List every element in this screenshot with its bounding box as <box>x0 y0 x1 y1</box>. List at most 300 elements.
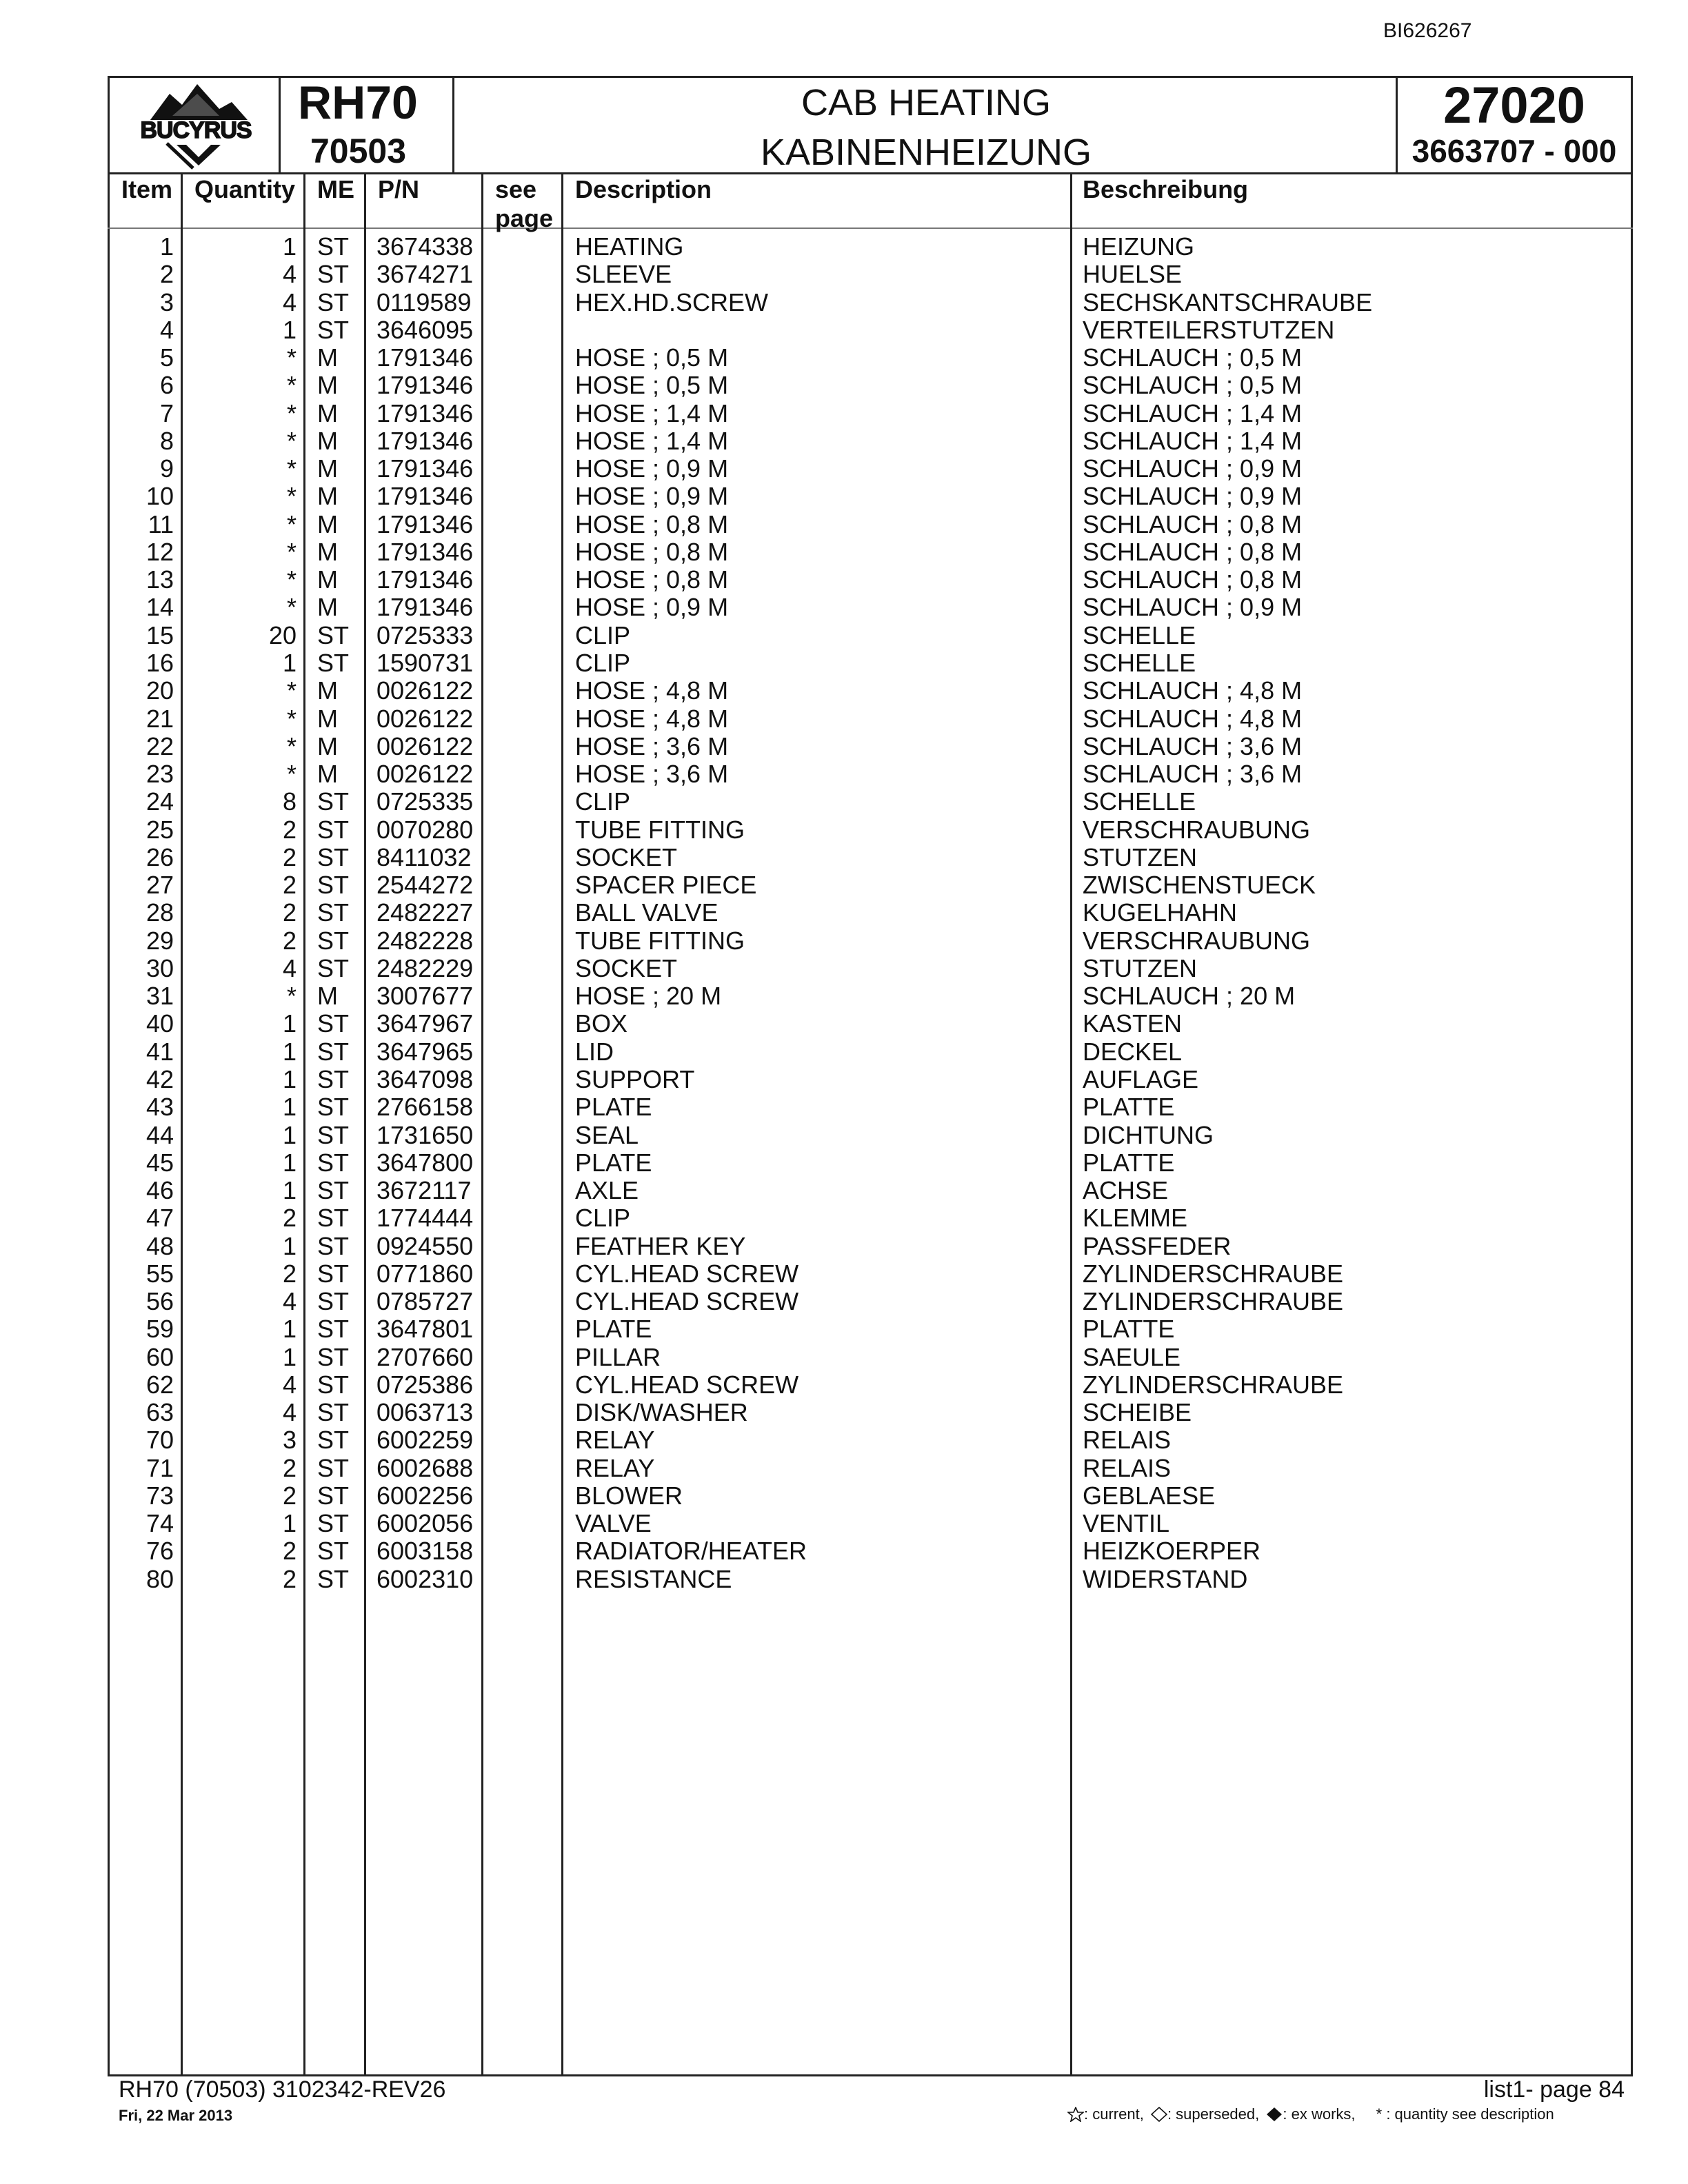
cell-description: RELAY <box>575 1426 655 1455</box>
cell-description: CYL.HEAD SCREW <box>575 1259 799 1288</box>
cell-quantity: 1 <box>282 1509 297 1538</box>
cell-unit: ST <box>317 1509 350 1538</box>
cell-item-number: 47 <box>145 1204 174 1233</box>
cell-description: HOSE ; 0,9 M <box>575 593 729 622</box>
cell-beschreibung: SCHLAUCH ; 1,4 M <box>1083 426 1303 455</box>
footer-date: Fri, 22 Mar 2013 <box>119 2107 233 2124</box>
parts-table-body <box>0 233 1688 1593</box>
cell-beschreibung: SCHEIBE <box>1083 1398 1192 1427</box>
cell-part-number: 1791346 <box>376 454 474 483</box>
cell-unit: ST <box>317 926 350 955</box>
cell-unit: M <box>317 537 338 566</box>
cell-beschreibung: SCHLAUCH ; 20 M <box>1083 982 1296 1011</box>
document-id: BI626267 <box>1383 19 1472 42</box>
cell-description: BLOWER <box>575 1481 683 1510</box>
cell-part-number: 6002256 <box>376 1481 474 1510</box>
table-row <box>0 677 1688 705</box>
cell-part-number: 0119589 <box>376 287 472 316</box>
cell-part-number: 3674338 <box>376 232 474 261</box>
cell-beschreibung: SCHELLE <box>1083 620 1196 649</box>
cell-part-number: 0026122 <box>376 731 474 760</box>
cell-beschreibung: SCHELLE <box>1083 648 1196 677</box>
cell-unit: M <box>317 371 338 400</box>
table-row <box>0 1010 1688 1038</box>
table-row <box>0 344 1688 372</box>
table-row <box>0 1204 1688 1232</box>
legend-superseded-label: : superseded, <box>1167 2105 1260 2123</box>
cell-quantity: 2 <box>282 898 297 927</box>
cell-unit: M <box>317 398 338 427</box>
cell-description: VALVE <box>575 1509 652 1538</box>
cell-quantity: 20 <box>268 620 297 649</box>
cell-item-number: 12 <box>145 537 174 566</box>
cell-quantity: 2 <box>282 1204 297 1233</box>
cell-description: PLATE <box>575 1093 652 1122</box>
col-header-beschreibung: Beschreibung <box>1083 175 1249 203</box>
cell-description: HOSE ; 0,5 M <box>575 343 729 372</box>
cell-item-number: 62 <box>145 1370 174 1399</box>
cell-unit: M <box>317 454 338 483</box>
cell-unit: ST <box>317 953 350 982</box>
legend-exworks-label: : ex works, <box>1283 2105 1356 2123</box>
cell-quantity: * <box>286 454 297 483</box>
table-row <box>0 982 1688 1010</box>
cell-unit: ST <box>317 1204 350 1233</box>
cell-quantity: * <box>286 426 297 455</box>
cell-quantity: 2 <box>282 1453 297 1482</box>
cell-unit: M <box>317 731 338 760</box>
cell-quantity: 1 <box>282 1231 297 1260</box>
cell-item-number: 4 <box>159 315 174 344</box>
table-row <box>0 1288 1688 1315</box>
table-row <box>0 566 1688 594</box>
cell-beschreibung: PLATTE <box>1083 1148 1175 1177</box>
cell-description: PLATE <box>575 1148 652 1177</box>
cell-item-number: 70 <box>145 1426 174 1455</box>
cell-unit: ST <box>317 1481 350 1510</box>
table-row <box>0 233 1688 261</box>
cell-item-number: 6 <box>159 371 174 400</box>
cell-beschreibung: SCHLAUCH ; 0,8 M <box>1083 509 1303 538</box>
legend-quantity-label: * : quantity see description <box>1376 2105 1554 2123</box>
cell-beschreibung: SCHLAUCH ; 4,8 M <box>1083 704 1303 733</box>
cell-quantity: 1 <box>282 1009 297 1038</box>
cell-unit: ST <box>317 1009 350 1038</box>
table-row <box>0 1260 1688 1288</box>
cell-description: HOSE ; 3,6 M <box>575 760 729 789</box>
cell-part-number: 3647098 <box>376 1064 474 1093</box>
cell-quantity: 1 <box>282 1148 297 1177</box>
cell-part-number: 0785727 <box>376 1287 474 1316</box>
cell-description: HOSE ; 0,9 M <box>575 454 729 483</box>
cell-item-number: 11 <box>148 509 174 538</box>
cell-unit: M <box>317 704 338 733</box>
cell-part-number: 3647800 <box>376 1148 474 1177</box>
cell-unit: M <box>317 482 338 511</box>
cell-item-number: 30 <box>145 953 174 982</box>
cell-beschreibung: STUTZEN <box>1083 842 1197 871</box>
cell-quantity: * <box>286 676 297 705</box>
model-name: RH70 <box>298 77 418 129</box>
table-row <box>0 1233 1688 1260</box>
col-header-quantity: Quantity <box>194 175 296 203</box>
cell-beschreibung: VERTEILERSTUTZEN <box>1083 315 1335 344</box>
cell-item-number: 43 <box>145 1093 174 1122</box>
cell-description: HOSE ; 0,8 M <box>575 509 729 538</box>
cell-quantity: 4 <box>282 260 297 289</box>
cell-unit: M <box>317 982 338 1011</box>
table-row <box>0 622 1688 649</box>
col-header-pn: P/N <box>378 175 420 203</box>
col-header-item: Item <box>121 175 173 203</box>
cell-unit: ST <box>317 1537 350 1566</box>
cell-description: RESISTANCE <box>575 1564 732 1593</box>
table-row <box>0 788 1688 816</box>
cell-unit: ST <box>317 1120 350 1149</box>
cell-part-number: 2766158 <box>376 1093 474 1122</box>
cell-beschreibung: VERSCHRAUBUNG <box>1083 926 1311 955</box>
cell-item-number: 1 <box>159 232 174 261</box>
cell-beschreibung: SCHLAUCH ; 0,5 M <box>1083 343 1303 372</box>
cell-beschreibung: SCHLAUCH ; 0,9 M <box>1083 482 1303 511</box>
cell-unit: M <box>317 343 338 372</box>
cell-item-number: 14 <box>145 593 174 622</box>
cell-quantity: 3 <box>282 1426 297 1455</box>
cell-unit: M <box>317 760 338 789</box>
cell-quantity: * <box>286 482 297 511</box>
table-row <box>0 372 1688 399</box>
table-row <box>0 1344 1688 1371</box>
cell-description: SLEEVE <box>575 260 672 289</box>
cell-item-number: 7 <box>159 398 174 427</box>
cell-description: CYL.HEAD SCREW <box>575 1287 799 1316</box>
cell-item-number: 63 <box>145 1398 174 1427</box>
cell-part-number: 0026122 <box>376 760 474 789</box>
cell-description: CLIP <box>575 648 631 677</box>
cell-quantity: 1 <box>282 1342 297 1371</box>
cell-beschreibung: SCHLAUCH ; 0,5 M <box>1083 371 1303 400</box>
table-row <box>0 1149 1688 1177</box>
cell-description: SUPPORT <box>575 1064 695 1093</box>
cell-unit: ST <box>317 1453 350 1482</box>
cell-description: HEX.HD.SCREW <box>575 287 769 316</box>
table-row <box>0 649 1688 677</box>
cell-part-number: 1774444 <box>376 1204 474 1233</box>
cell-item-number: 31 <box>145 982 174 1011</box>
cell-quantity: 4 <box>282 1287 297 1316</box>
cell-unit: ST <box>317 1037 350 1066</box>
cell-unit: ST <box>317 260 350 289</box>
cell-part-number: 0771860 <box>376 1259 474 1288</box>
cell-unit: ST <box>317 287 350 316</box>
cell-beschreibung: ZYLINDERSCHRAUBE <box>1083 1370 1344 1399</box>
col-header-page: page <box>495 204 554 232</box>
cell-item-number: 3 <box>159 287 174 316</box>
cell-description: HOSE ; 0,8 M <box>575 537 729 566</box>
cell-description: SOCKET <box>575 842 678 871</box>
cell-unit: ST <box>317 620 350 649</box>
cell-quantity: 2 <box>282 926 297 955</box>
cell-quantity: 1 <box>282 1037 297 1066</box>
cell-unit: ST <box>317 1064 350 1093</box>
cell-quantity: * <box>286 760 297 789</box>
cell-unit: ST <box>317 232 350 261</box>
cell-unit: ST <box>317 898 350 927</box>
cell-quantity: * <box>286 731 297 760</box>
cell-beschreibung: WIDERSTAND <box>1083 1564 1248 1593</box>
cell-quantity: 1 <box>282 1315 297 1344</box>
legend-current-label: : current, <box>1084 2105 1144 2123</box>
cell-part-number: 0026122 <box>376 704 474 733</box>
table-row <box>0 511 1688 538</box>
cell-beschreibung: RELAIS <box>1083 1426 1172 1455</box>
table-row <box>0 289 1688 316</box>
cell-beschreibung: ZYLINDERSCHRAUBE <box>1083 1259 1344 1288</box>
cell-unit: ST <box>317 1342 350 1371</box>
cell-beschreibung: RELAIS <box>1083 1453 1172 1482</box>
table-row <box>0 1455 1688 1482</box>
cell-item-number: 23 <box>145 760 174 789</box>
cell-part-number: 6002688 <box>376 1453 474 1482</box>
cell-description: FEATHER KEY <box>575 1231 746 1260</box>
cell-part-number: 0725333 <box>376 620 474 649</box>
table-row <box>0 844 1688 871</box>
cell-item-number: 42 <box>145 1064 174 1093</box>
cell-part-number: 6002310 <box>376 1564 474 1593</box>
cell-beschreibung: SCHLAUCH ; 0,8 M <box>1083 565 1303 594</box>
cell-beschreibung: VENTIL <box>1083 1509 1170 1538</box>
cell-beschreibung: VERSCHRAUBUNG <box>1083 815 1311 844</box>
cell-description: BOX <box>575 1009 628 1038</box>
cell-beschreibung: SCHLAUCH ; 0,8 M <box>1083 537 1303 566</box>
col-header-me: ME <box>317 175 354 203</box>
cell-item-number: 45 <box>145 1148 174 1177</box>
cell-item-number: 22 <box>145 731 174 760</box>
header-divider-2 <box>452 76 454 174</box>
document-number: 3663707 - 000 <box>1411 133 1617 169</box>
cell-beschreibung: DICHTUNG <box>1083 1120 1214 1149</box>
cell-item-number: 5 <box>159 343 174 372</box>
cell-quantity: * <box>286 704 297 733</box>
cell-unit: ST <box>317 1148 350 1177</box>
cell-item-number: 24 <box>145 787 174 816</box>
table-row <box>0 1038 1688 1066</box>
cell-item-number: 8 <box>159 426 174 455</box>
table-row <box>0 1510 1688 1537</box>
cell-unit: ST <box>317 1426 350 1455</box>
cell-beschreibung: KUGELHAHN <box>1083 898 1238 927</box>
cell-quantity: * <box>286 537 297 566</box>
cell-part-number: 0725335 <box>376 787 474 816</box>
cell-quantity: 2 <box>282 1259 297 1288</box>
table-row <box>0 483 1688 510</box>
table-row <box>0 899 1688 927</box>
diamond-outline-icon <box>1151 2107 1167 2122</box>
cell-description: HOSE ; 1,4 M <box>575 398 729 427</box>
cell-beschreibung: SCHELLE <box>1083 787 1196 816</box>
table-row <box>0 1426 1688 1454</box>
cell-quantity: 1 <box>282 1176 297 1205</box>
cell-beschreibung: PLATTE <box>1083 1315 1175 1344</box>
cell-description: RADIATOR/HEATER <box>575 1537 807 1566</box>
table-row <box>0 538 1688 566</box>
cell-part-number: 1791346 <box>376 593 474 622</box>
cell-beschreibung: ZYLINDERSCHRAUBE <box>1083 1287 1344 1316</box>
group-number: 70503 <box>310 132 407 170</box>
cell-quantity: 2 <box>282 1537 297 1566</box>
cell-beschreibung: HEIZUNG <box>1083 232 1194 261</box>
cell-part-number: 1791346 <box>376 371 474 400</box>
cell-item-number: 44 <box>145 1120 174 1149</box>
cell-unit: M <box>317 565 338 594</box>
assembly-part-number: 27020 <box>1443 77 1585 134</box>
cell-description: PLATE <box>575 1315 652 1344</box>
cell-part-number: 1791346 <box>376 537 474 566</box>
footer-reference: RH70 (70503) 3102342-REV26 <box>119 2076 446 2103</box>
column-header-rule <box>108 228 1633 229</box>
cell-beschreibung: KASTEN <box>1083 1009 1183 1038</box>
table-row <box>0 1537 1688 1565</box>
cell-beschreibung: HEIZKOERPER <box>1083 1537 1261 1566</box>
cell-beschreibung: SCHLAUCH ; 3,6 M <box>1083 731 1303 760</box>
cell-beschreibung: HUELSE <box>1083 260 1183 289</box>
cell-item-number: 2 <box>159 260 174 289</box>
title-english: CAB HEATING <box>801 82 1052 123</box>
cell-unit: ST <box>317 1093 350 1122</box>
cell-part-number: 1590731 <box>376 648 474 677</box>
cell-part-number: 3007677 <box>376 982 474 1011</box>
cell-beschreibung: SECHSKANTSCHRAUBE <box>1083 287 1373 316</box>
cell-quantity: * <box>286 343 297 372</box>
cell-item-number: 21 <box>145 704 174 733</box>
cell-item-number: 13 <box>145 565 174 594</box>
cell-item-number: 74 <box>145 1509 174 1538</box>
bucyrus-logo <box>116 77 276 174</box>
table-row <box>0 1093 1688 1121</box>
cell-description: HOSE ; 3,6 M <box>575 731 729 760</box>
cell-description: HEATING <box>575 232 684 261</box>
table-row <box>0 1399 1688 1426</box>
cell-unit: M <box>317 426 338 455</box>
cell-item-number: 46 <box>145 1176 174 1205</box>
cell-item-number: 40 <box>145 1009 174 1038</box>
cell-beschreibung: AUFLAGE <box>1083 1064 1199 1093</box>
diamond-filled-icon <box>1266 2107 1283 2122</box>
cell-quantity: * <box>286 371 297 400</box>
cell-description: HOSE ; 20 M <box>575 982 722 1011</box>
cell-part-number: 3672117 <box>376 1176 472 1205</box>
cell-quantity: 1 <box>282 648 297 677</box>
cell-item-number: 29 <box>145 926 174 955</box>
cell-description: RELAY <box>575 1453 655 1482</box>
col-header-see: see <box>495 175 537 203</box>
cell-part-number: 0063713 <box>376 1398 474 1427</box>
cell-description: HOSE ; 1,4 M <box>575 426 729 455</box>
cell-description: CLIP <box>575 1204 631 1233</box>
cell-description: CYL.HEAD SCREW <box>575 1370 799 1399</box>
cell-item-number: 16 <box>145 648 174 677</box>
cell-quantity: * <box>286 398 297 427</box>
star-outline-icon <box>1067 2107 1084 2122</box>
cell-part-number: 0026122 <box>376 676 474 705</box>
cell-item-number: 15 <box>145 620 174 649</box>
cell-unit: ST <box>317 1287 350 1316</box>
cell-beschreibung: GEBLAESE <box>1083 1481 1216 1510</box>
cell-item-number: 60 <box>145 1342 174 1371</box>
cell-part-number: 1791346 <box>376 482 474 511</box>
cell-part-number: 2544272 <box>376 871 474 900</box>
cell-beschreibung: SCHLAUCH ; 0,9 M <box>1083 454 1303 483</box>
cell-beschreibung: DECKEL <box>1083 1037 1183 1066</box>
table-row <box>0 1566 1688 1593</box>
cell-quantity: 4 <box>282 1370 297 1399</box>
cell-unit: ST <box>317 1315 350 1344</box>
cell-description: HOSE ; 4,8 M <box>575 676 729 705</box>
col-header-description: Description <box>575 175 712 203</box>
table-row <box>0 816 1688 844</box>
cell-part-number: 6002259 <box>376 1426 474 1455</box>
cell-part-number: 3647965 <box>376 1037 474 1066</box>
cell-description: HOSE ; 0,5 M <box>575 371 729 400</box>
table-row <box>0 427 1688 455</box>
cell-quantity: * <box>286 593 297 622</box>
table-row <box>0 1482 1688 1510</box>
table-row <box>0 594 1688 621</box>
title-german: KABINENHEIZUNG <box>760 132 1092 173</box>
cell-item-number: 71 <box>145 1453 174 1482</box>
cell-quantity: 2 <box>282 842 297 871</box>
table-row <box>0 705 1688 733</box>
cell-beschreibung: ACHSE <box>1083 1176 1169 1205</box>
cell-beschreibung: KLEMME <box>1083 1204 1188 1233</box>
table-row <box>0 316 1688 344</box>
cell-description: CLIP <box>575 620 631 649</box>
cell-item-number: 76 <box>145 1537 174 1566</box>
cell-part-number: 3647967 <box>376 1009 474 1038</box>
cell-quantity: 1 <box>282 1093 297 1122</box>
cell-part-number: 1791346 <box>376 398 474 427</box>
cell-item-number: 48 <box>145 1231 174 1260</box>
table-row <box>0 1177 1688 1204</box>
cell-beschreibung: SCHLAUCH ; 0,9 M <box>1083 593 1303 622</box>
cell-description: DISK/WASHER <box>575 1398 748 1427</box>
svg-text:BUCYRUS: BUCYRUS <box>140 117 252 143</box>
cell-description: CLIP <box>575 787 631 816</box>
cell-unit: M <box>317 593 338 622</box>
cell-beschreibung: SAEULE <box>1083 1342 1181 1371</box>
table-row <box>0 1315 1688 1343</box>
cell-part-number: 2482229 <box>376 953 474 982</box>
table-row <box>0 927 1688 955</box>
cell-unit: M <box>317 676 338 705</box>
cell-quantity: * <box>286 565 297 594</box>
cell-beschreibung: SCHLAUCH ; 1,4 M <box>1083 398 1303 427</box>
cell-part-number: 1791346 <box>376 343 474 372</box>
table-row <box>0 733 1688 760</box>
cell-description: SOCKET <box>575 953 678 982</box>
cell-description: HOSE ; 0,8 M <box>575 565 729 594</box>
cell-quantity: 4 <box>282 287 297 316</box>
cell-description: BALL VALVE <box>575 898 719 927</box>
cell-quantity: 1 <box>282 1120 297 1149</box>
cell-unit: ST <box>317 1398 350 1427</box>
cell-unit: M <box>317 509 338 538</box>
cell-part-number: 1791346 <box>376 509 474 538</box>
table-row <box>0 455 1688 483</box>
cell-unit: ST <box>317 1231 350 1260</box>
cell-unit: ST <box>317 871 350 900</box>
table-row <box>0 955 1688 982</box>
